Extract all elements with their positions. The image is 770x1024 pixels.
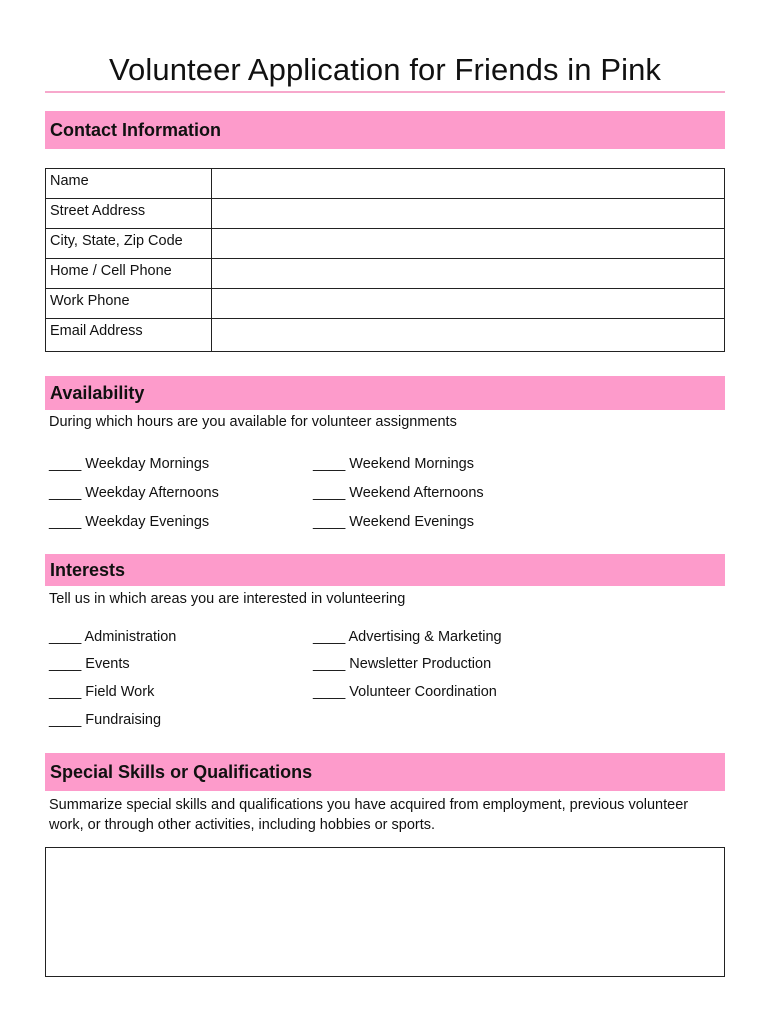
option-label: Field Work [85, 684, 155, 700]
blank-line[interactable]: ____ [49, 684, 82, 700]
email-address-label: Email Address [46, 319, 212, 352]
blank-line[interactable]: ____ [49, 456, 82, 472]
city-state-zip-label: City, State, Zip Code [46, 229, 212, 259]
skills-description-line2: work, or through other activities, including hobbies or sports. [49, 817, 436, 833]
option-advertising-marketing[interactable] [313, 629, 502, 645]
option-label: Advertising & Marketing [348, 629, 502, 645]
blank-line[interactable]: ____ [313, 514, 346, 530]
form-title: Volunteer Application for Friends in Pink [108, 52, 662, 87]
title-divider [45, 91, 725, 93]
table-row [46, 229, 725, 259]
option-label: Events [85, 656, 130, 672]
option-newsletter-production[interactable] [313, 656, 491, 672]
option-weekday-mornings[interactable] [49, 456, 209, 472]
blank-line[interactable]: ____ [313, 656, 346, 672]
availability-section-header: Availability [45, 376, 725, 410]
table-row [46, 199, 725, 229]
interests-section-header: Interests [45, 554, 725, 586]
skills-text-area[interactable] [45, 847, 725, 977]
contact-table [45, 168, 725, 352]
work-phone-label: Work Phone [46, 289, 212, 319]
street-address-field[interactable] [212, 199, 725, 229]
option-weekday-evenings[interactable] [49, 514, 209, 530]
home-cell-phone-label: Home / Cell Phone [46, 259, 212, 289]
table-row [46, 169, 725, 199]
option-label: Fundraising [85, 712, 162, 728]
blank-line[interactable]: ____ [313, 684, 346, 700]
option-events[interactable] [49, 656, 130, 672]
option-field-work[interactable] [49, 684, 154, 700]
option-weekend-evenings[interactable] [313, 514, 474, 530]
skills-section-header: Special Skills or Qualifications [45, 753, 725, 791]
home-cell-phone-field[interactable] [212, 259, 725, 289]
blank-line[interactable]: ____ [313, 629, 346, 645]
table-row [46, 289, 725, 319]
email-address-field[interactable] [212, 319, 725, 352]
option-weekend-afternoons[interactable] [313, 485, 484, 501]
skills-description-line1: Summarize special skills and qualifications you have acquired from employment, previous volunteer [49, 797, 689, 813]
option-label: Weekend Mornings [349, 456, 474, 472]
name-field[interactable] [212, 169, 725, 199]
table-row [46, 259, 725, 289]
blank-line[interactable]: ____ [49, 485, 82, 501]
option-label: Volunteer Coordination [349, 684, 497, 700]
blank-line[interactable]: ____ [313, 485, 346, 501]
blank-line[interactable]: ____ [313, 456, 346, 472]
option-weekend-mornings[interactable] [313, 456, 474, 472]
blank-line[interactable]: ____ [49, 514, 82, 530]
blank-line[interactable]: ____ [49, 629, 82, 645]
name-label: Name [46, 169, 212, 199]
option-label: Weekend Evenings [349, 514, 474, 530]
availability-description: During which hours are you available for volunteer assignments [49, 414, 457, 430]
interests-description: Tell us in which areas you are interested in volunteering [49, 591, 406, 607]
option-label: Administration [84, 629, 177, 645]
option-label: Weekday Mornings [85, 456, 210, 472]
work-phone-field[interactable] [212, 289, 725, 319]
contact-section-header: Contact Information [45, 111, 725, 149]
option-fundraising[interactable] [49, 712, 161, 728]
table-row [46, 319, 725, 352]
option-label: Newsletter Production [349, 656, 492, 672]
option-volunteer-coordination[interactable] [313, 684, 497, 700]
option-label: Weekend Afternoons [349, 485, 484, 501]
city-state-zip-field[interactable] [212, 229, 725, 259]
option-administration[interactable] [49, 629, 176, 645]
street-address-label: Street Address [46, 199, 212, 229]
blank-line[interactable]: ____ [49, 656, 82, 672]
option-label: Weekday Afternoons [85, 485, 219, 501]
option-weekday-afternoons[interactable] [49, 485, 219, 501]
blank-line[interactable]: ____ [49, 712, 82, 728]
option-label: Weekday Evenings [85, 514, 210, 530]
